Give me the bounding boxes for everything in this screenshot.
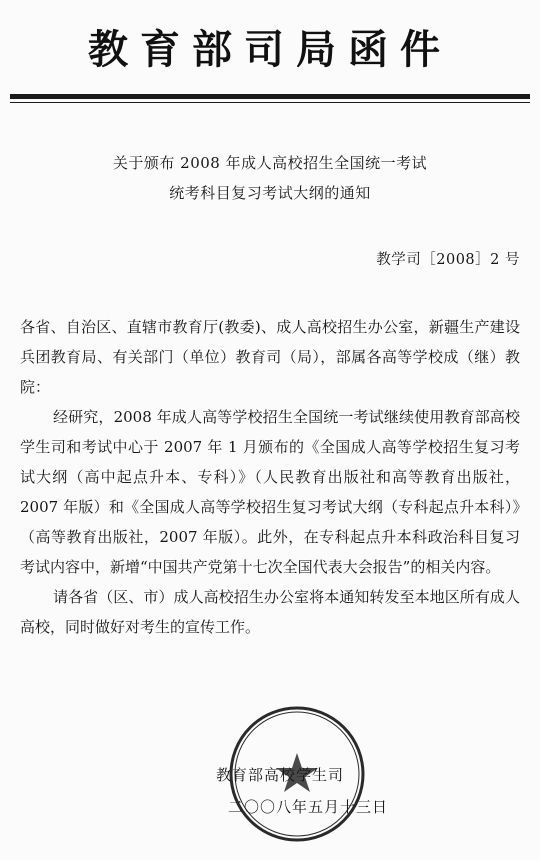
- masthead-rule-thin: [10, 102, 530, 103]
- addressees: 各省、自治区、直辖市教育厅(教委)、成人高校招生办公室，新疆生产建设兵团教育局、有关部门（单位）教育司（局），部属各高等学校成（继）教院：: [20, 318, 520, 396]
- issue-date: 二〇〇八年五月十三日: [228, 798, 389, 816]
- issuer-signature: 教育部高校学生司: [216, 766, 345, 784]
- masthead-title: 教育部司局函件: [88, 27, 452, 73]
- body-paragraph-2: 请各省（区、市）成人高校招生办公室将本通知转发至本地区所有成人高校，同时做好对考生的宣传工作。: [20, 588, 520, 636]
- masthead-rule-thick: [10, 94, 530, 99]
- document-number: 教学司［2008］2 号: [376, 252, 520, 268]
- notice-title-line-2: 统考科目复习考试大纲的通知: [169, 184, 371, 202]
- notice-title-line-1: 关于颁布 2008 年成人高校招生全国统一考试: [112, 154, 428, 172]
- body-paragraph-1: 经研究，2008 年成人高等学校招生全国统一考试继续使用教育部高校学生司和考试中心于 2007 年 1 月颁布的《全国成人高等学校招生复习考试大纲（高中起点升本、专科）》（人民教育出版社和高等教育出版社，2007 年版）和《全国成人高等学校招生复习考试大纲（专科起点升本科）》（高等教育出版社，2007 年版）。此外，在专科起点升本科政治科目复习考试内容中，新增“中国共产党第十七次全国代表大会报告”的相关内容。: [20, 408, 520, 576]
- notice-body: [20, 312, 520, 642]
